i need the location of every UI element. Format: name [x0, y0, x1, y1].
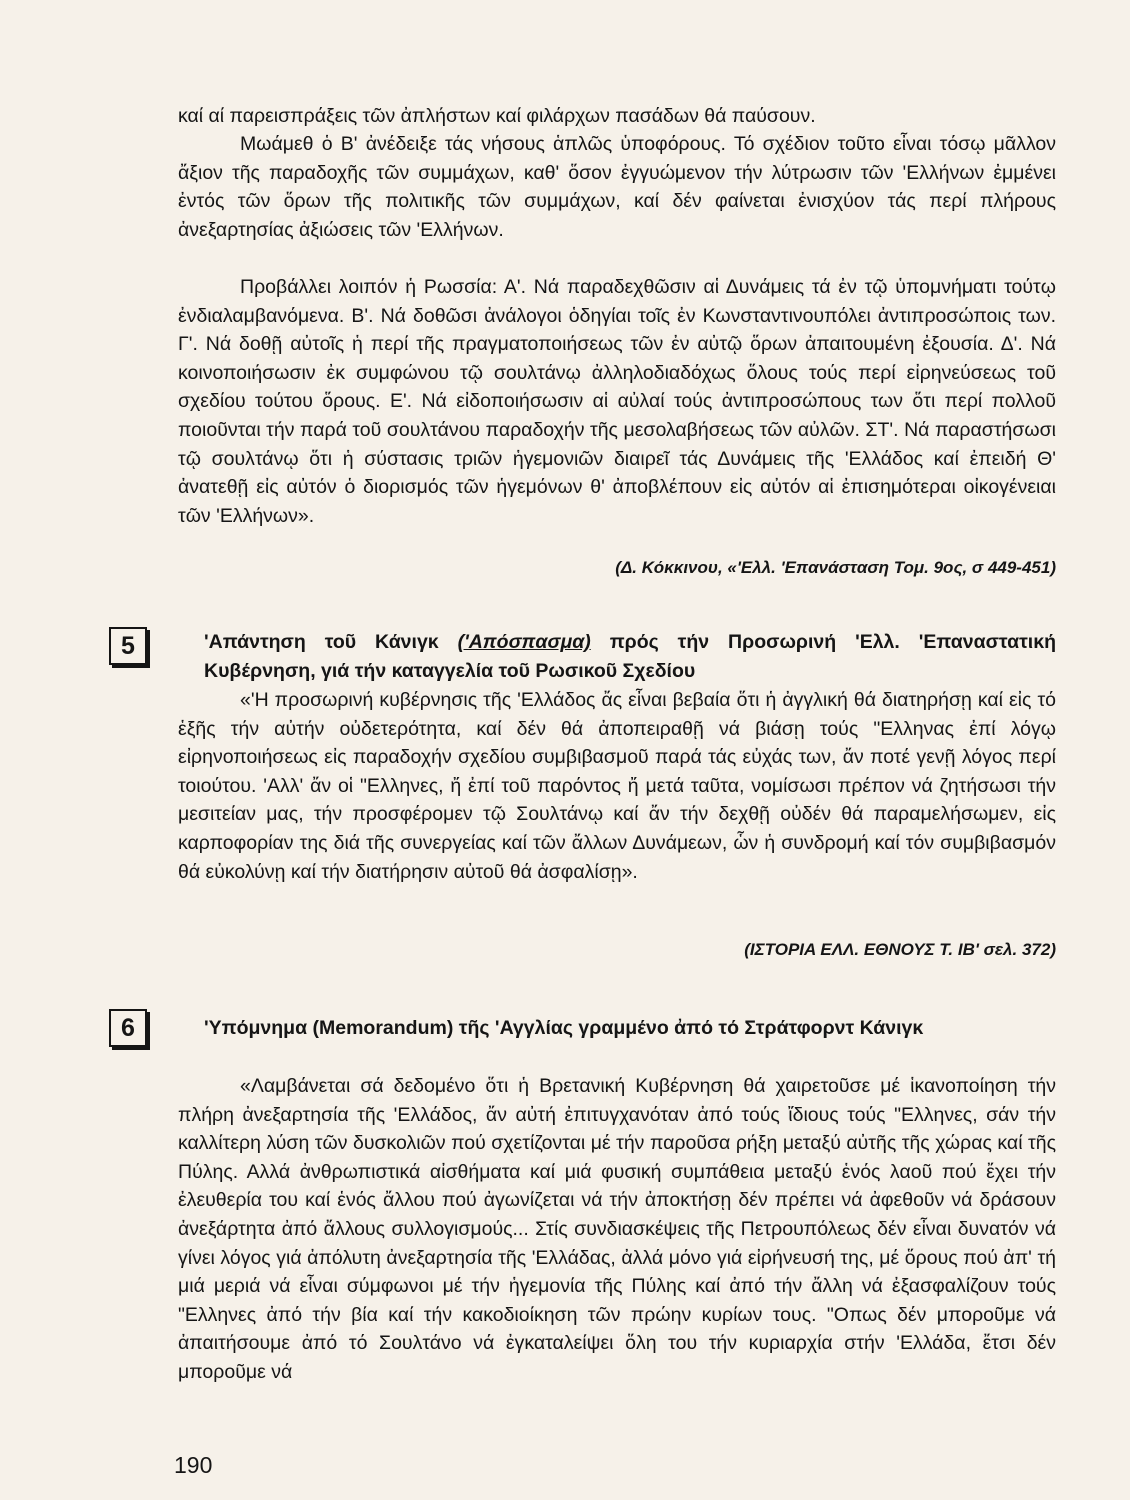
section-number: 5: [121, 631, 135, 660]
citation-istoria: (ΙΣΤΟΡΙΑ ΕΛΛ. ΕΘΝΟΥΣ Τ. ΙΒ' σελ. 372): [744, 940, 1056, 959]
paragraph-intro-line: καί αί παρεισπράξεις τῶν ἀπλήστων καί φιλάρχων πασάδων θά παύσουν.: [178, 105, 816, 127]
section-heading: 'Υπόμνημα (Memorandum) τῆς 'Αγγλίας γραμμένο ἀπό τό Στράτφορντ Κάνιγκ: [204, 1017, 924, 1039]
citation-kokkinou: (Δ. Κόκκινου, «'Ελλ. 'Επανάσταση Τομ. 9ος, σ 449-451): [615, 558, 1056, 577]
heading-text: 'Απάντηση τοῦ Κάνιγκ: [204, 631, 458, 653]
paragraph-mohammed: Μωάμεθ ὁ Β' ἀνέδειξε τάς νήσους ἁπλῶς ὑποφόρους. Τό σχέδιον τοῦτο εἶναι τόσῳ μᾶλλον ἄξιον τῆς παραδοχῆς τῶν συμμάχων, καθ' ὅσον ἐγγυώμενον τήν λύτρωσιν τῶν 'Ελλήνων ἐμμένει ἐντός τῶν ὅρων τῆς πολιτικῆς τῶν συμμάχων, καί δέν φαίνεται ἐνισχύον τάς περί πλήρους ἀνεξαρτησίας ἀξιώσεις τῶν 'Ελλήνων.: [178, 133, 1056, 241]
heading-excerpt-label: ('Απόσπασμα): [457, 631, 591, 653]
page-number: 190: [174, 1452, 213, 1478]
paragraph-russia-proposals: Προβάλλει λοιπόν ἡ Ρωσσία: Α'. Νά παραδεχθῶσιν αἱ Δυνάμεις τά ἐν τῷ ὑπομνήματι τούτῳ ἐνδιαλαμβανόμενα. Β'. Νά δοθῶσι ἀνάλογοι ὁδηγίαι τοῖς ἐν Κωνσταντινουπόλει ἀντιπροσώποις των. Γ'. Νά δοθῇ αὐτοῖς ἡ περί τῆς πραγματοποιήσεως τῶν ἐν αὐτῷ ὅρων ἀπαιτουμένη ἐξουσία. Δ'. Νά κοινοποιήσωσιν ἐκ συμφώνου τῷ σουλτάνῳ ἀλληλοδιαδόχως ὅλους τούς περί εἰρηνεύσεως τοῦ σχεδίου τούτου ὅρους. Ε'. Νά εἰδοποιήσωσιν αἱ αὐλαί τούς ἀντιπροσώπους των ὅτι περί πολλοῦ ποιοῦνται τήν παρά τοῦ σουλτάνου παραδοχήν τῆς μεσολαβήσεως τῶν αὐλῶν. ΣΤ'. Νά παραστήσωσι τῷ σουλτάνῳ ὅτι ἡ σύστασις τριῶν ἡγεμονιῶν διαιρεῖ τάς Δυνάμεις τῆς 'Ελλάδος καί ἐπειδή Θ' ἀνατεθῇ εἰς αὐτόν ὁ διορισμός τῶν ἡγεμόνων θ' ἀποβλέπουν εἰς αὐτόν αἱ ἐπισημότεραι οἰκογένειαι τῶν 'Ελλήνων».: [178, 276, 1056, 527]
paragraph-memorandum: «Λαμβάνεται σά δεδομένο ὅτι ἡ Βρετανική Κυβέρνηση θά χαιρετοῦσε μέ ἱκανοποίηση τήν πλήρη ἀνεξαρτησία τῆς 'Ελλάδος, ἄν αὐτή ἐπιτυγχανόταν ἀπό τούς ἴδιους τούς "Ελληνες, σάν τήν καλλίτερη λύση τῶν δυσκολιῶν πού σχετίζονται μέ τήν παροῦσα ρήξη μεταξύ αὐτῆς τῆς χώρας καί τῆς Πύλης. Αλλά ἀνθρωπιστικά αἰσθήματα καί μιά φυσική συμπάθεια μεταξύ ἑνός λαοῦ πού ἔχει τήν ἐλευθερία του καί ἑνός ἄλλου πού ἀγωνίζεται νά τήν ἀποκτήσῃ δέν πρέπει νά ἀφεθοῦν νά δράσουν ἀνεξάρτητα ἀπό ἄλλους συλλογισμούς... Στίς συνδιασκέψεις τῆς Πετρουπόλεως δέν εἶναι δυνατόν νά γίνει λόγος γιά ἀπόλυτη ἀνεξαρτησία τῆς 'Ελλάδας, ἀλλά μόνο γιά εἰρήνευσή της, μέ ὅρους πού ἀπ' τή μιά μεριά νά εἶναι σύμφωνοι μέ τήν ἡγεμονία τῆς Πύλης καί ἀπό τήν ἄλλη νά ἐξασφαλίζουν τούς "Ελληνες ἀπό τήν βία καί τήν κακοδιοίκηση τῶν πρώην κυρίων τους. "Οπως δέν μποροῦμε νά ἀπαιτήσουμε ἀπό τό Σουλτάνο νά ἐγκαταλείψει ὅλη του τήν κυριαρχία στήν 'Ελλάδα, ἔτσι δέν μποροῦμε νά: [178, 1075, 1056, 1383]
section-heading: [204, 628, 1056, 685]
section-number-box: [109, 1009, 147, 1047]
section-number-box: [109, 627, 147, 665]
section-number: 6: [121, 1013, 135, 1042]
paragraph-canning-reply: «'Η προσωρινή κυβέρνησις τῆς 'Ελλάδος ἄς εἶναι βεβαία ὅτι ἡ ἀγγλική θά διατηρήσῃ καί εἰς τό ἑξῆς τήν αὐτήν οὐδετερότητα, καί δέν θά ἀποπειραθῇ νά βιάσῃ τούς "Ελληνας ἐπί λόγῳ εἰρηνοποιήσεως εἰς παραδοχήν σχεδίου συμβιβασμοῦ παρά τάς εὐχάς των, ἄν ποτέ γενῇ λόγος περί τοιούτου. 'Αλλ' ἄν οἱ "Ελληνες, ἤ ἐπί τοῦ παρόντος ἤ μετά ταῦτα, νομίσωσι πρέπον νά ζητήσωσι τήν μεσιτείαν μας, τήν προσφέρομεν τῷ Σουλτάνῳ καί ἄν τήν δεχθῇ οὐδέν θά παραμελήσωμεν, εἰς καρποφορίαν της διά τῆς συνεργείας καί τῶν ἄλλων Δυνάμεων, ὧν ἡ συνδρομή καί τόν συμβιβασμόν θά εὐκολύνῃ καί τήν διατήρησιν αὐτοῦ θά ἀσφαλίσῃ».: [178, 689, 1056, 883]
heading-text-rest: πρός τήν Προσωρινή 'Ελλ. 'Επαναστατική Κυβέρνηση, γιά τήν καταγγελία τοῦ Ρωσικοῦ Σχεδίου: [204, 631, 1056, 682]
